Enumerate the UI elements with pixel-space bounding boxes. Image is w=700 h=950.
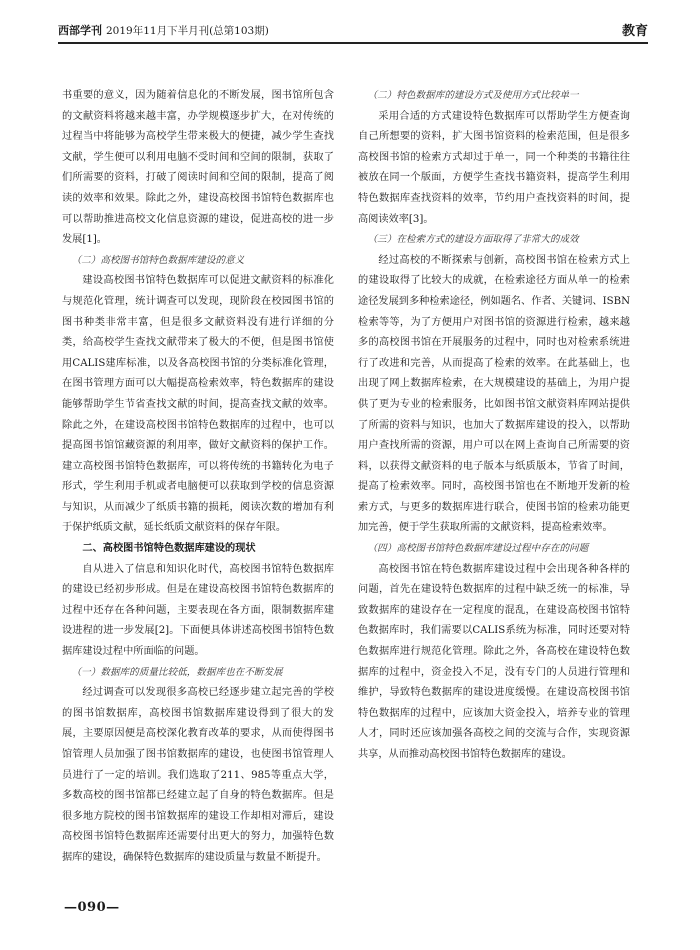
section-heading: 二、高校图书馆特色数据库建设的现状 (82, 543, 256, 555)
page-number: —090— (64, 900, 120, 915)
left-column (62, 86, 334, 869)
paragraph: 高校图书馆在特色数据库建设过程中会出现各种各样的问题，首先在建设特色数据库的过程中缺乏统一的标准，导致数据库的建设存在一定程度的混乱，在建设高校图书馆特色数据库时，我们需要以CALIS系统为标准，同时还要对特色数据库进行规范化管理。除此之外，各高校在建设特色数据库的过程中，资金投入不足，没有专门的人员进行管理和维护，导致特色数据库的建设进度缓慢。在建设高校图书馆特色数据库的过程中，应该加大资金投入，培养专业的管理人才，同时还应该加强各高校之间的交流与合作，实现资源共享，从而推动高校图书馆特色数据库的建设。 (358, 563, 630, 760)
section-heading: （二）特色数据库的建设方式及使用方式比较单一 (367, 90, 579, 101)
section-label: 教育 (621, 24, 648, 39)
paragraph: 经过高校的不断探索与创新，高校图书馆在检索方式上的建设取得了比较大的成就，在检索途径方面从单一的检索途径发展到多种检索途径，例如题名、作者、关键词、ISBN检索等等，为了方便用户对图书馆的资源进行检索，越来越多的高校图书馆在开展服务的过程中，同时也对检索系统进行了改进和完善，从而提高了检索的效率。在此基础上，也出现了网上数据库检索，在大规模建设的基础上，为用户提供了更为专业的检索服务，比如图书馆文献资料库网站提供了所需的资料与知识，也加大了数据库建设的投入，以帮助用户查找所需的资源，用户可以在网上查询自己所需要的资料，以获得文献资料的电子版本与纸质版本，节省了时间，提高了检索效率。同时，高校图书馆也在不断地开发新的检索方式，与更多的数据库进行联合，使图书馆的检索功能更加完善，便于学生获取所需的文献资料，提高检索效率。 (358, 254, 630, 534)
journal-info (58, 22, 269, 38)
issue-info: 2019年11月下半月刊(总第103期) (106, 25, 269, 37)
section-heading: （二）高校图书馆特色数据库建设的意义 (71, 254, 245, 266)
paragraph: 经过调查可以发现很多高校已经逐步建立起完善的学校的图书馆数据库，高校图书馆数据库建设得到了很大的发展，主要原因便是高校深化教育改革的要求，从而使得图书馆管理人员加强了图书馆数据库的建设，也使图书馆管理人员进行了一定的培训。我们选取了211、985等重点大学，多数高校的图书馆都已经建立起了自身的特色数据库。但是很多地方院校的图书馆数据库的建设工作却相对滞后，建设高校图书馆特色数据库还需要付出更大的努力，加强特色数据库的建设，确保特色数据库的建设质量与数量不断提升。 (62, 687, 334, 863)
paragraph: 采用合适的方式建设特色数据库可以帮助学生方便查询自己所想要的资料，扩大图书馆资料的检索范围，但是很多高校图书馆的检索方式却过于单一，同一个种类的书籍往往被放在同一个版面，方便学生查找书籍资料，提高学生利用特色数据库查找资料的效率，节约用户查找资料的时间，提高阅读效率[3]。 (358, 110, 630, 225)
section-heading: （四）高校图书馆特色数据库建设过程中存在的问题 (367, 543, 589, 555)
section-heading: （一）数据库的质量比较低，数据库也在不断发展 (71, 666, 283, 678)
paragraph: 建设高校图书馆特色数据库可以促进文献资料的标准化与规范化管理，统计调查可以发现，现阶段在校园图书馆的图书种类非常丰富，但是很多文献资料没有进行详细的分类，给高校学生查找文献带来了极大的不便，但是图书馆使用CALIS建库标准，以及各高校图书馆的分类标准化管理，在图书管理方面可以大幅提高检索效率，特色数据库的建设能够帮助学生节省查找文献的时间，提高查找文献的效率。除此之外，在建设高校图书馆特色数据库的过程中，也可以提高图书馆馆藏资源的利用率，做好文献资料的保护工作。建立高校图书馆特色数据库，可以将传统的书籍转化为电子形式，学生利用手机或者电脑便可以获取到学校的信息资源与知识，从而减少了纸质书籍的损耗，阅读次数的增加有利于保护纸质文献，延长纸质文献资料的保存年限。 (62, 275, 334, 534)
page-header (58, 20, 648, 42)
right-column (358, 86, 630, 766)
section-heading: （三）在检索方式的建设方面取得了非常大的成效 (367, 234, 579, 246)
header-rule (58, 42, 648, 44)
paragraph: 自从进入了信息和知识化时代，高校图书馆特色数据库的建设已经初步形成。但是在建设高校图书馆特色数据库的过程中还存在各种问题，主要表现在各方面，限制数据库建设进程的进一步发展[2]。下面便具体讲述高校图书馆特色数据库建设过程中所面临的问题。 (62, 563, 334, 658)
paragraph: 书重要的意义，因为随着信息化的不断发展，图书馆所包含的文献资料将越来越丰富，办学规模逐步扩大，在对传统的过程当中将能够为高校学生带来极大的便捷，减少学生查找文献，学生便可以利用电脑不受时间和空间的限制，获取了们所需要的资料，打破了阅读时间和空间的限制，提高了阅读的效率和效果。除此之外，建设高校图书馆特色数据库也可以帮助推进高校文化信息资源的建设，促进高校的进一步发展[1]。 (62, 90, 334, 246)
journal-name: 西部学刊 (58, 24, 102, 37)
